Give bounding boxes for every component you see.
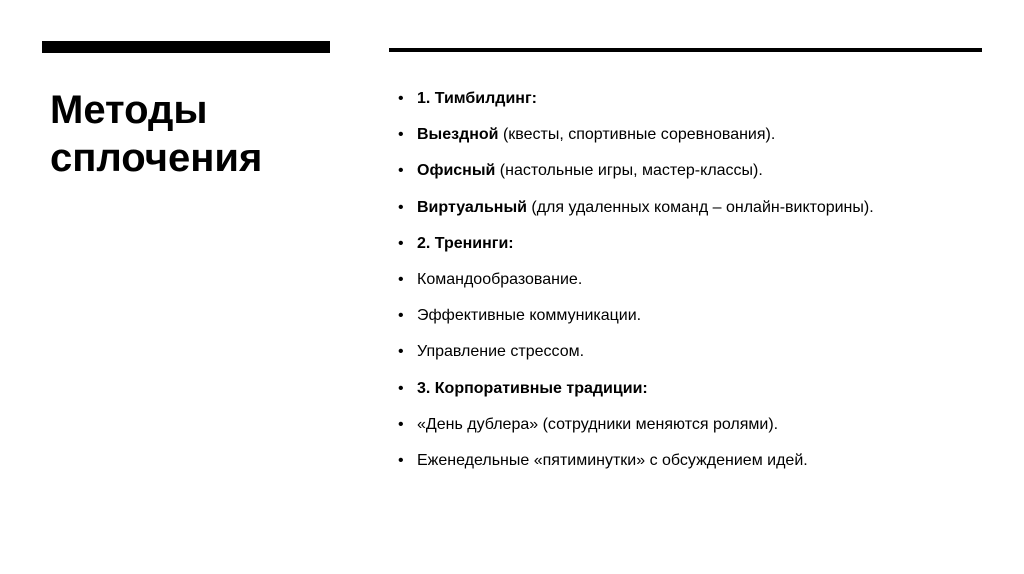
slide-title-line-2: сплочения [50,136,263,180]
bullet-text: Эффективные коммуникации. [417,307,642,325]
bullet-list [398,89,998,487]
bullet-text: Еженедельные «пятиминутки» с обсуждением идей. [417,451,808,469]
bullet-item-weekly-meetings [398,451,998,487]
bullet-bold-text: 2. Тренинги: [417,234,514,252]
bullet-item-communications [398,306,998,342]
bullet-item-timbuilding-heading [398,89,998,125]
bullet-bold-text: 3. Корпоративные традиции: [417,379,648,397]
bullet-item-team-building [398,270,998,306]
title-accent-bar [42,41,330,53]
bullet-text: (для удаленных команд – онлайн-викторины). [526,198,874,216]
bullet-text: (настольные игры, мастер-классы). [495,162,763,180]
slide-title [50,86,350,182]
bullet-item-virtual [398,198,998,234]
content-divider-line [389,48,982,52]
bullet-item-stress-management [398,342,998,378]
bullet-bold-text: Выездной [417,126,499,144]
bullet-bold-text: 1. Тимбилдинг: [417,90,537,107]
bullet-text: Командообразование. [417,270,583,288]
bullet-text: Управление стрессом. [417,343,585,361]
bullet-item-understudy-day [398,415,998,451]
bullet-item-traditions-heading [398,379,998,415]
bullet-item-trainings-heading [398,234,998,270]
bullet-item-outdoor [398,125,998,161]
bullet-item-office [398,161,998,197]
bullet-bold-text: Офисный [417,162,496,180]
bullet-text: «День дублера» (сотрудники меняются ролями). [417,415,779,433]
slide-title-line-1: Методы [50,88,208,132]
bullet-bold-text: Виртуальный [417,198,527,216]
bullet-text: (квесты, спортивные соревнования). [498,126,776,144]
